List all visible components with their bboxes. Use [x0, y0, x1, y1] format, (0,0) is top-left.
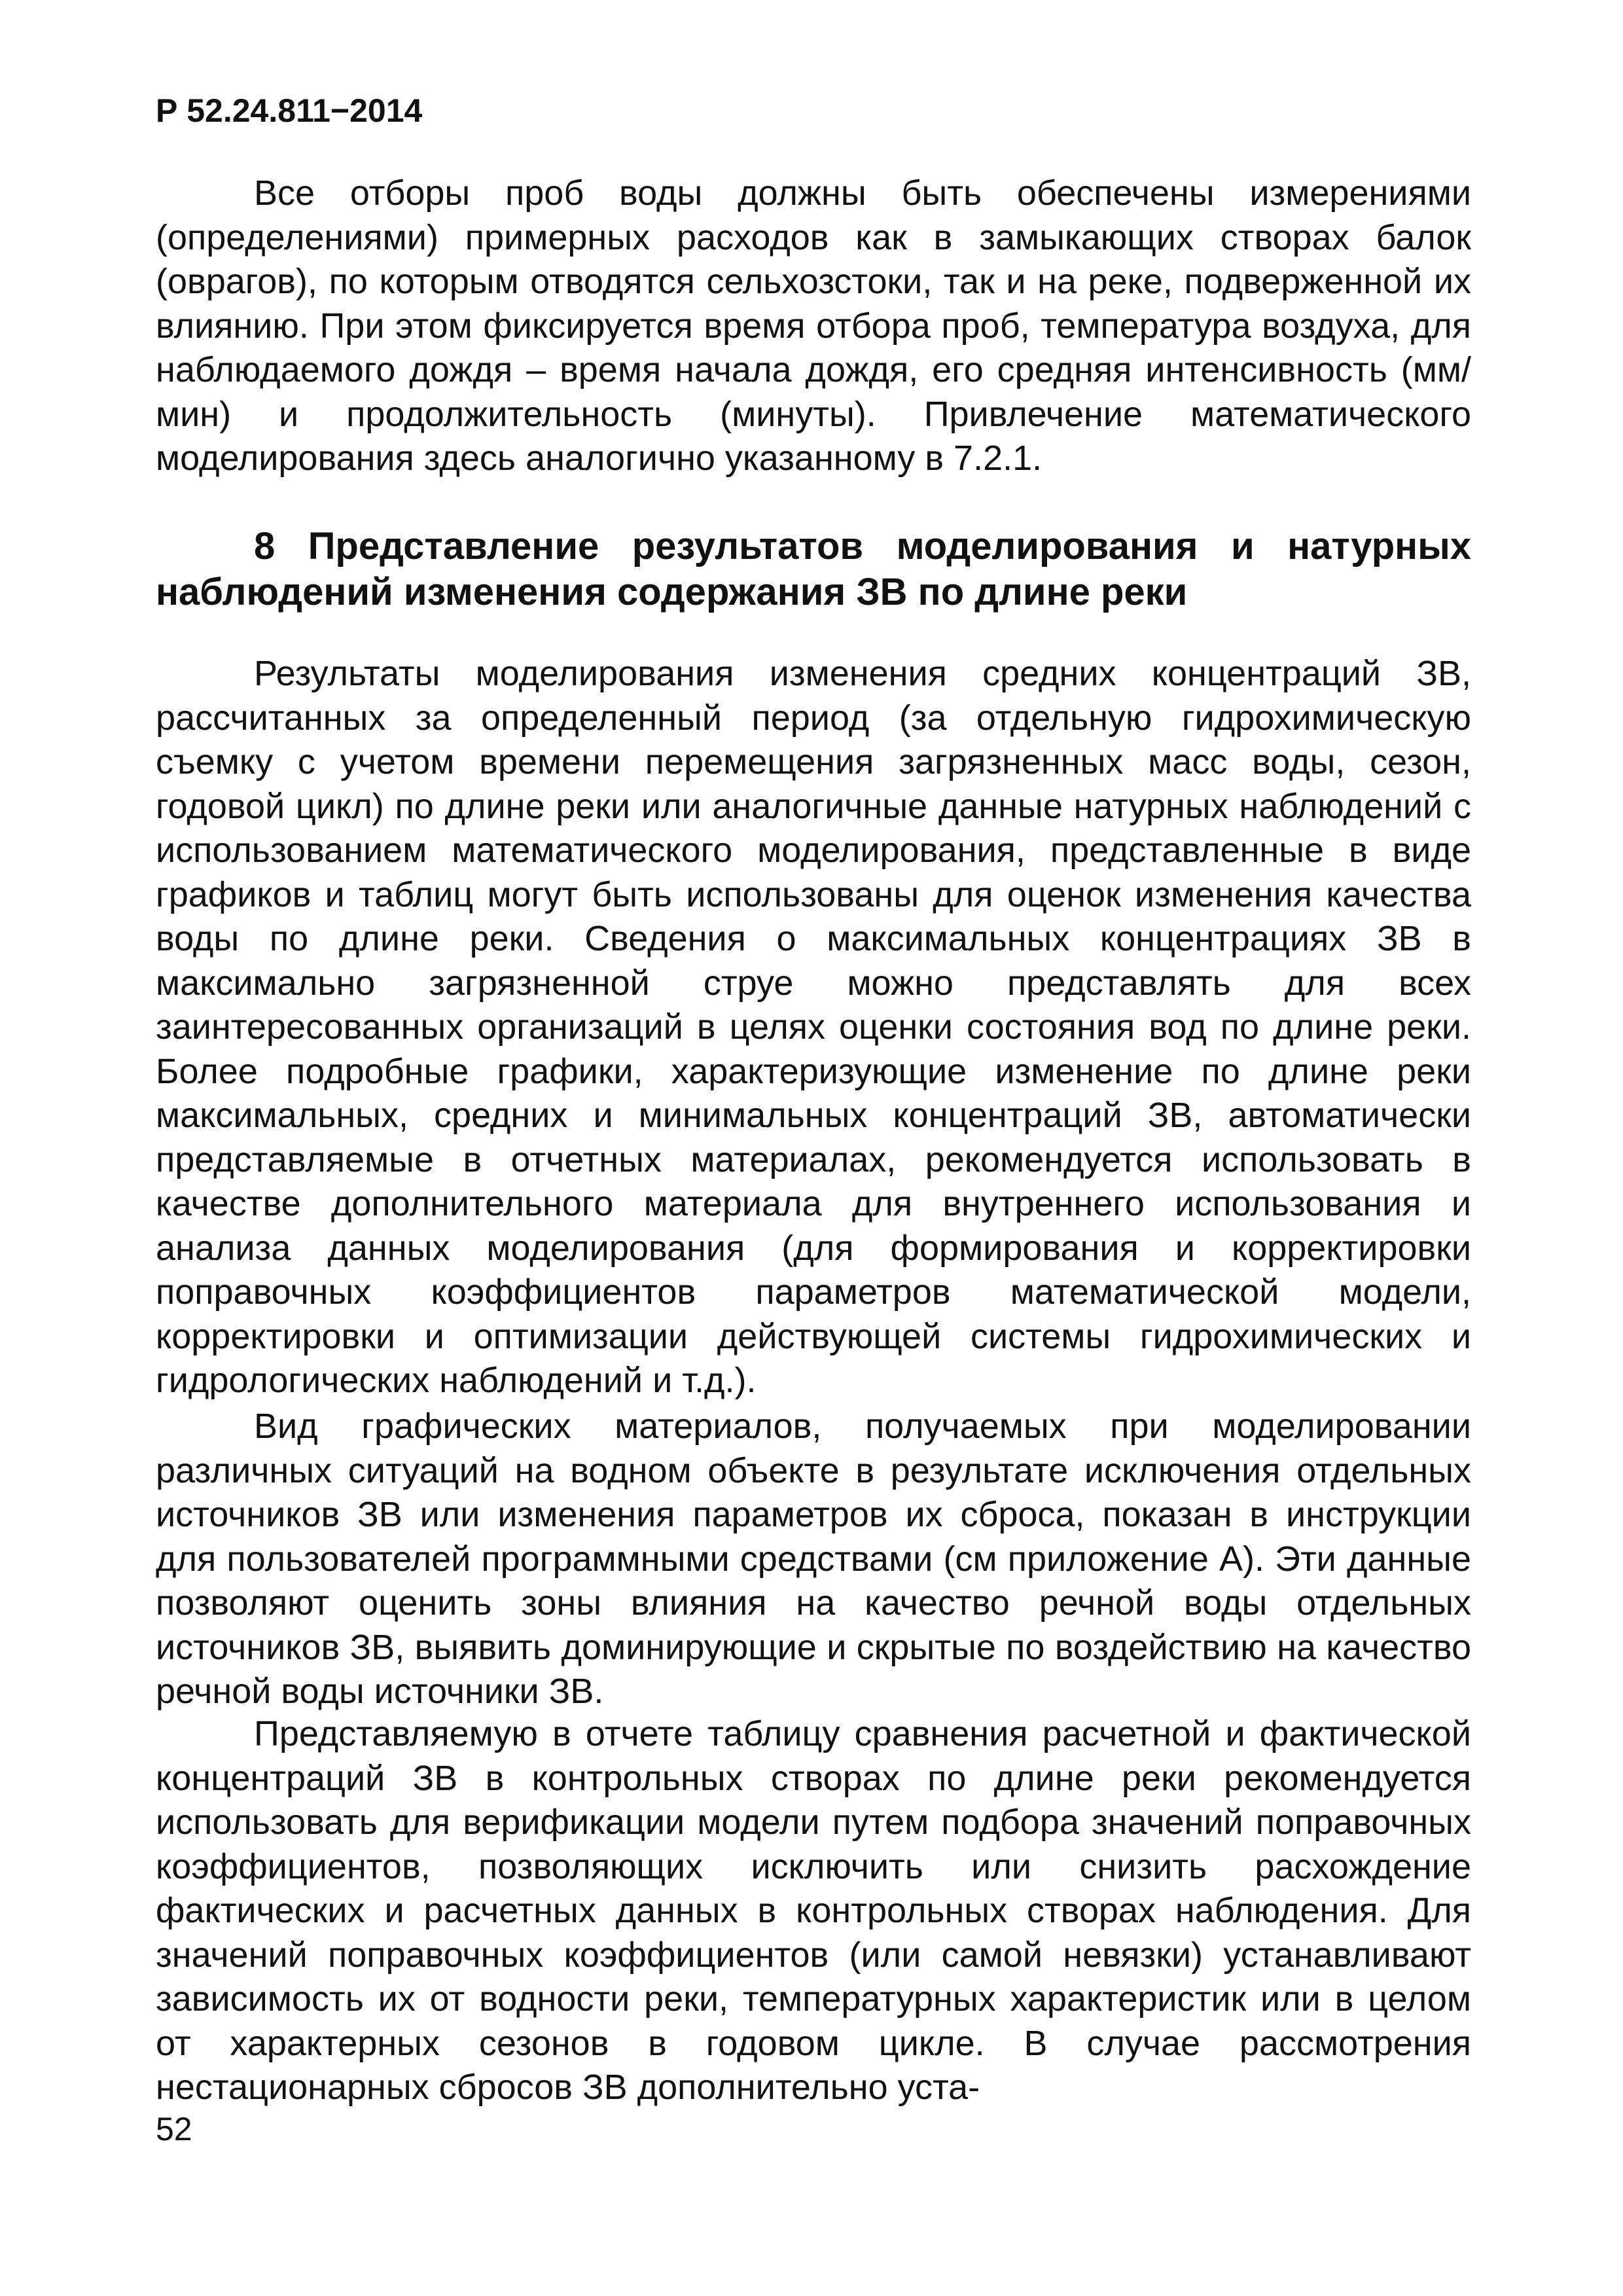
page-number: 52	[156, 2111, 192, 2147]
paragraph-comparison-table: Представляемую в отчете таблицу сравнения расчетной и фактической концентраций ЗВ в контрольных створах по длине реки рекомендуется использовать для верификации модели путем подбора значений поправочных коэффициентов, позволяющих исключить или снизить расхождение фактических и расчетных данных в контрольных створах наблюдения. Для значений поправочных коэффициентов (или самой невязки) устанавливают зависимость их от водности реки, температурных характеристик или в целом от характерных сезонов в годовом цикле. В случае рассмотрения нестационарных сбросов ЗВ дополнительно уста-	[156, 1714, 1471, 2107]
document-code: Р 52.24.811−2014	[156, 92, 423, 129]
paragraph-sampling: Все отборы проб воды должны быть обеспечены измерениями (определениями) примерных расходов как в замыкающих створах балок (оврагов), по которым отводятся сельхозстоки, так и на реке, подверженной их влиянию. При этом фиксируется время отбора проб, температура воздуха, для наблюдаемого дождя – время начала дождя, его средняя интенсивность (мм/мин) и продолжительность (минуты). Привлечение математического моделирования здесь аналогично указанному в 7.2.1.	[156, 173, 1471, 478]
section-heading: 8 Представление результатов моделирования и натурных наблюдений изменения содержания ЗВ по длине реки	[156, 525, 1471, 613]
paragraph-modeling-results: Результаты моделирования изменения средних концентраций ЗВ, рассчитанных за определенный период (за отдельную гидрохимическую съемку с учетом времени перемещения загрязненных масс воды, сезон, годовой цикл) по длине реки или аналогичные данные натурных наблюдений с использованием математического моделирования, представленные в виде графиков и таблиц могут быть использованы для оценок изменения качества воды по длине реки. Сведения о максимальных концентрациях ЗВ в максимально загрязненной струе можно представлять для всех заинтересованных организаций в целях оценки состояния вод по длине реки. Более подробные графики, характеризующие изменение по длине реки максимальных, средних и минимальных концентраций ЗВ, автоматически представляемые в отчетных материалах, рекомендуется использовать в качестве дополнительного материала для внутреннего использования и анализа данных моделирования (для формирования и корректировки поправочных коэффициентов параметров математической модели, корректировки и оптимизации действующей системы гидрохимических и гидрологических наблюдений и т.д.).	[156, 654, 1471, 1400]
paragraph-graphic-materials: Вид графических материалов, получаемых при моделировании различных ситуаций на водном объекте в результате исключения отдельных источников ЗВ или изменения параметров их сброса, показан в инструкции для пользователей программными средствами (см приложение А). Эти данные позволяют оценить зоны влияния на качество речной воды отдельных источников ЗВ, выявить доминирующие и скрытые по воздействию на качество речной воды источники ЗВ.	[156, 1407, 1471, 1711]
